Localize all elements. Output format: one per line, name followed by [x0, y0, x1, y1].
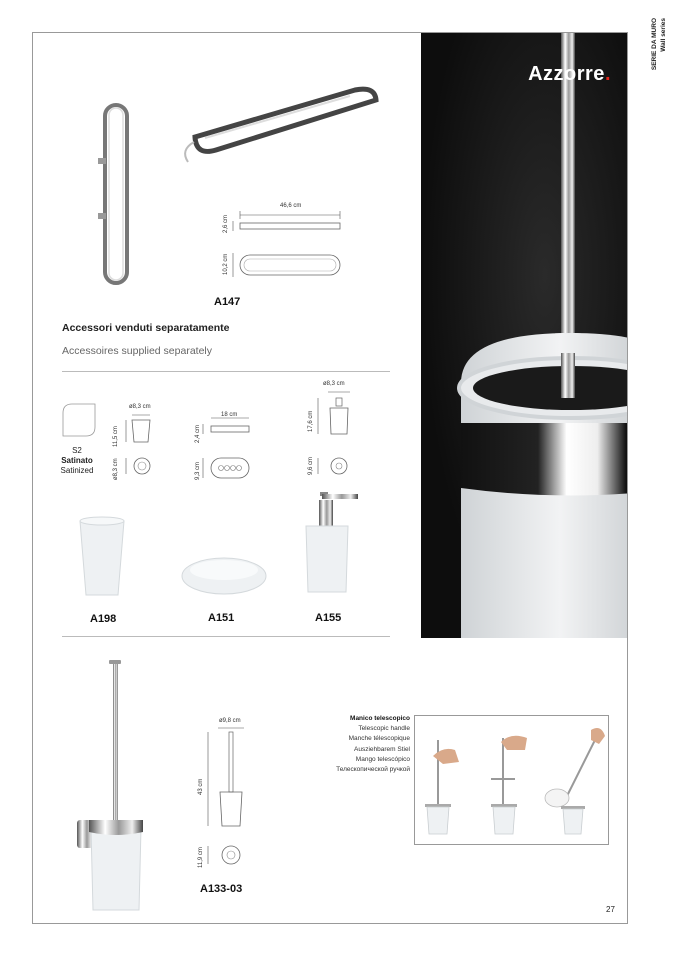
toilet-brush-photo: [421, 33, 627, 638]
a198-base-dim: ø8,3 cm: [113, 458, 119, 480]
a198-glass-image: [78, 515, 126, 600]
finish-swatch: [62, 403, 96, 437]
brand-dot: .: [604, 63, 611, 85]
a151-soap-dish-image: [180, 548, 270, 598]
a155-code: A155: [315, 612, 342, 624]
a155-diameter-dim: ø8,3 cm: [323, 381, 345, 387]
a151-height-dim: 2,4 cm: [195, 424, 201, 443]
finish-code: S2: [72, 446, 82, 455]
a151-width-dim: 18 cm: [221, 412, 238, 418]
series-label-it: SERIE DA MURO: [651, 18, 658, 71]
a133-depth-dim: 11,9 cm: [198, 847, 204, 868]
telescopic-line-en: Telescopic handle: [358, 725, 410, 733]
a198-code: A198: [90, 613, 117, 625]
a133-code: A133-03: [200, 883, 243, 895]
a151-code: A151: [208, 612, 235, 624]
series-label-en: Wall series: [660, 18, 667, 52]
a151-dimension-drawing: [195, 412, 255, 492]
telescopic-description: [300, 714, 410, 775]
accessories-heading-en: Accessoires supplied separately: [62, 345, 212, 357]
a155-soap-dispenser-image: [302, 492, 362, 602]
a147-width-dim: 46,6 cm: [280, 203, 302, 209]
a198-dimension-drawing: [118, 410, 168, 490]
accessories-heading-it: Accessori venduti separatamente: [62, 322, 230, 334]
a147-depth-dim: 10,2 cm: [223, 253, 229, 275]
a133-dimension-drawing: [200, 726, 255, 876]
telescopic-line-es: Mango telescópico: [355, 755, 410, 763]
finish-name-it: Satinato: [61, 456, 93, 465]
brand-logo: [528, 63, 611, 86]
a155-base-dim: 9,6 cm: [308, 456, 314, 475]
a151-depth-dim: 9,3 cm: [195, 461, 201, 480]
a133-diameter-dim: ø9,8 cm: [219, 718, 241, 724]
finish-info: [55, 446, 99, 476]
brand-name: Azzorre: [528, 63, 605, 85]
a147-height-dim: 2,6 cm: [223, 214, 229, 233]
telescopic-steps-illustration: [415, 716, 610, 846]
page-number: 27: [606, 905, 615, 914]
telescopic-line-it: Manico telescopico: [350, 715, 410, 722]
side-series-label: [648, 18, 672, 88]
a133-toilet-brush-image: [75, 660, 155, 915]
a147-front-view: [95, 100, 135, 285]
a198-height-dim: 11,5 cm: [113, 426, 119, 447]
divider-top: [62, 371, 390, 372]
telescopic-line-fr: Manche télescopique: [348, 735, 410, 743]
a155-dimension-drawing: [310, 388, 360, 488]
finish-name-en: Satinized: [60, 466, 94, 475]
divider-bottom: [62, 636, 390, 637]
a147-code: A147: [214, 296, 241, 308]
a198-diameter-dim: ø8,3 cm: [129, 404, 151, 410]
product-photo: [421, 33, 627, 638]
a155-height-dim: 17,6 cm: [308, 410, 314, 432]
a147-dimension-drawing: [228, 205, 348, 280]
a133-height-dim: 43 cm: [198, 778, 204, 795]
telescopic-line-de: Ausziehbarem Stiel: [354, 745, 410, 753]
telescopic-line-ru: Телескопической ручкой: [336, 766, 410, 774]
a147-perspective-view: [180, 82, 380, 172]
telescopic-illustration-box: [414, 715, 609, 845]
